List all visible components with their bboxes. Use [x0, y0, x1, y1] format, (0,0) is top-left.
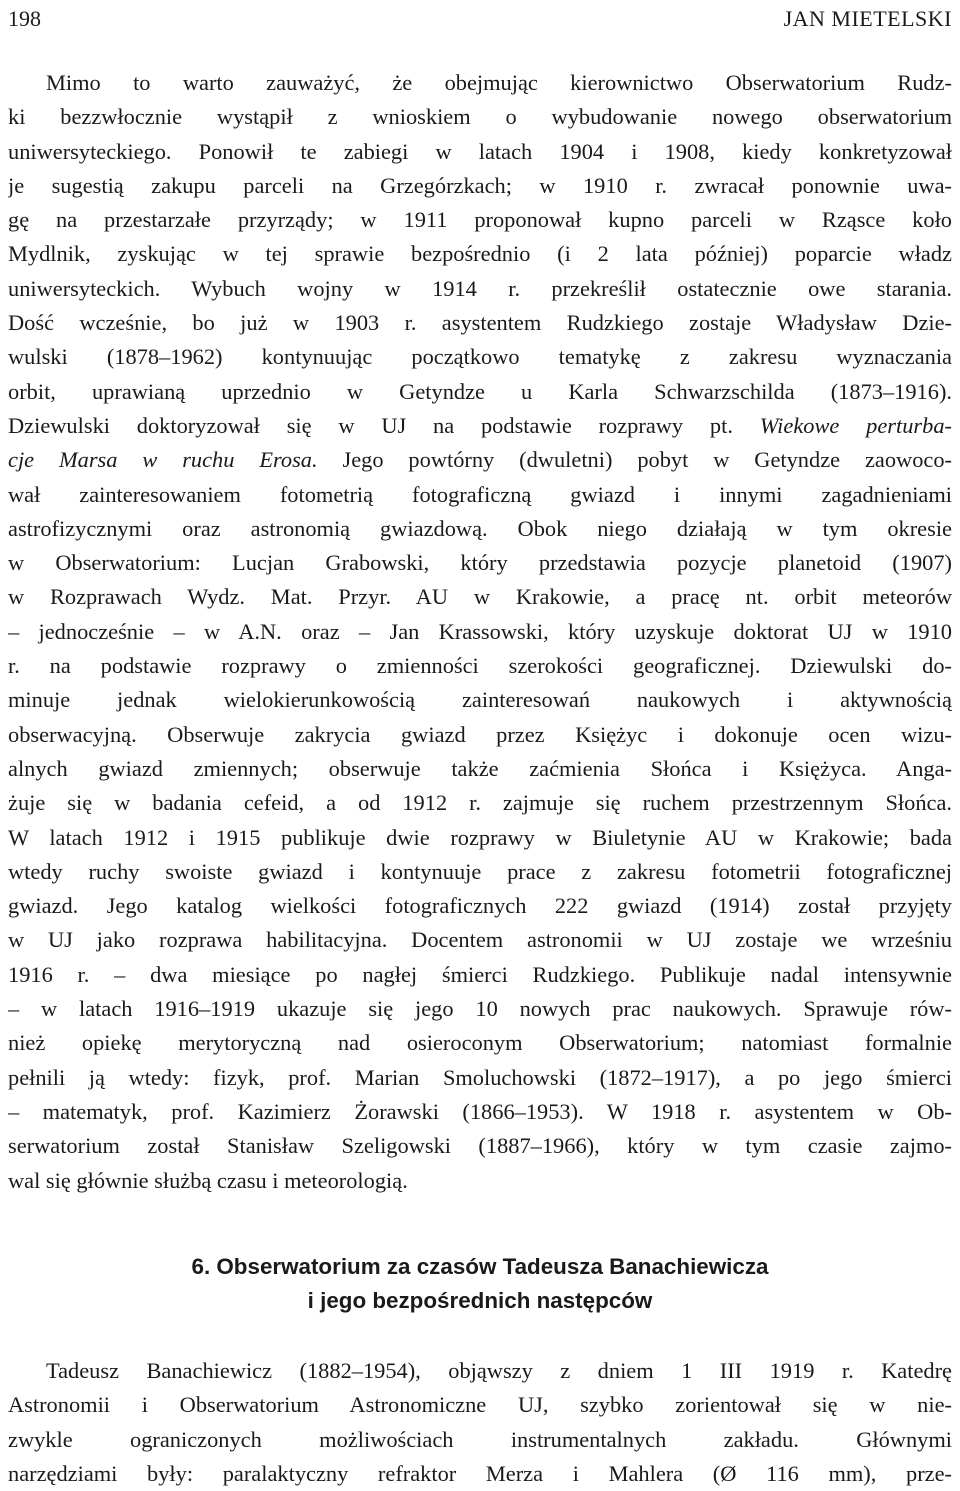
- text-line: minuje jednak wielokierunkowością zainteresowań naukowych i aktywnością: [8, 687, 952, 713]
- text-line: Tadeusz Banachiewicz (1882–1954), objąwszy z dniem 1 III 1919 r. Katedrę: [46, 1358, 952, 1383]
- text-line: wtedy ruchy swoiste gwiazd i kontynuuje prace z zakresu fotometrii fotograficznej: [8, 858, 952, 884]
- text-line: orbit, uprawianą uprzednio w Getyndze u Karla Schwarzschilda (1873–1916).: [8, 378, 952, 404]
- section-heading-line-1: 6. Obserwatorium za czasów Tadeusza Banachiewicza: [191, 1254, 769, 1279]
- text-line-with-title: [8, 409, 952, 443]
- text-line: astrofizycznymi oraz astronomią gwiazdową. Obok niego działają w tym okresie: [8, 515, 952, 541]
- page-header: [8, 4, 952, 34]
- text-line: nież opiekę merytoryczną nad osieroconym Obserwatorium; natomiast formalnie: [8, 1030, 952, 1056]
- text-line: gę na przestarzałe przyrządy; w 1911 proponował kupno parceli w Rząsce koło: [8, 207, 952, 233]
- text-line: – matematyk, prof. Kazimierz Żorawski (1866–1953). W 1918 r. asystentem w Ob-: [8, 1098, 952, 1124]
- text-line: wal się głównie służbą czasu i meteorologią.: [8, 1167, 408, 1193]
- book-title-italic: cje Marsa w ruchu Erosa.: [8, 447, 318, 473]
- text-line: serwatorium został Stanisław Szeligowski (1887–1966), który w tym czasie zajmo-: [8, 1133, 952, 1159]
- book-title-italic: Wiekowe perturba-: [759, 412, 952, 438]
- text-line: w Rozprawach Wydz. Mat. Przyr. AU w Krakowie, a pracę nt. orbit meteorów: [8, 584, 952, 610]
- text-line: wał zainteresowaniem fotometrią fotograficzną gwiazd i innymi zagadnieniami: [8, 481, 952, 507]
- text-line: pełnili ją wtedy: fizyk, prof. Marian Smoluchowski (1872–1917), a po jego śmierci: [8, 1064, 952, 1090]
- page-number: 198: [8, 6, 41, 31]
- text-line: wulski (1878–1962) kontynuując początkowo tematykę z zakresu wyznaczania: [8, 344, 952, 370]
- text-line: – w latach 1916–1919 ukazuje się jego 10 nowych prac naukowych. Sprawuje rów-: [8, 996, 952, 1022]
- text-line: narzędziami były: paralaktyczny refraktor Merza i Mahlera (Ø 116 mm), prze-: [8, 1460, 952, 1486]
- text-line: r. na podstawie rozprawy o zmienności szerokości geograficznej. Dziewulski do-: [8, 653, 952, 679]
- text-line: 1916 r. – dwa miesiące po nagłej śmierci Rudzkiego. Publikuje nadal intensywnie: [8, 961, 952, 987]
- section-heading-line-2: i jego bezpośrednich następców: [307, 1288, 653, 1313]
- text-segment: Jego powtórny (dwuletni) pobyt w Getyndze zaowoco-: [317, 447, 952, 473]
- text-line: Mydlnik, zyskując w tej sprawie bezpośrednio (i 2 lata później) poparcie władz: [8, 241, 952, 267]
- text-line: w UJ jako rozprawa habilitacyjna. Docentem astronomii w UJ zostaje we wrześniu: [8, 927, 952, 953]
- text-line: je sugestią zakupu parceli na Grzegórzkach; w 1910 r. zwracał ponownie uwa-: [8, 172, 952, 198]
- text-line: uniwersyteckiego. Ponowił te zabiegi w latach 1904 i 1908, kiedy konkretyzował: [8, 138, 952, 164]
- text-line: uniwersyteckich. Wybuch wojny w 1914 r. przekreślił ostatecznie owe starania.: [8, 275, 952, 301]
- text-line: alnych gwiazd zmiennych; obserwuje także zaćmienia Słońca i Księżyca. Anga-: [8, 755, 952, 781]
- text-line: zwykle ograniczonych możliwościach instrumentalnych zakładu. Głównymi: [8, 1426, 952, 1452]
- text-line: obserwacyjną. Obserwuje zakrycia gwiazd przez Księżyc i dokonuje ocen wizu-: [8, 721, 952, 747]
- text-line: W latach 1912 i 1915 publikuje dwie rozprawy w Biuletynie AU w Krakowie; bada: [8, 824, 952, 850]
- text-line: – jednocześnie – w A.N. oraz – Jan Krassowski, który uzyskuje doktorat UJ w 1910: [8, 618, 952, 644]
- text-line: gwiazd. Jego katalog wielkości fotograficznych 222 gwiazd (1914) został przyjęty: [8, 893, 952, 919]
- text-segment: Dziewulski doktoryzował się w UJ na podstawie rozprawy pt.: [8, 412, 733, 438]
- text-line: Astronomii i Obserwatorium Astronomiczne UJ, szybko zorientował się w nie-: [8, 1392, 952, 1418]
- text-line-with-title: [8, 443, 952, 477]
- paragraph-1: [8, 66, 952, 1198]
- section-heading: [8, 1250, 952, 1318]
- text-line: Dość wcześnie, bo już w 1903 r. asystentem Rudzkiego zostaje Władysław Dzie-: [8, 310, 952, 336]
- paragraph-2: [8, 1354, 952, 1491]
- running-head-author: JAN MIETELSKI: [783, 6, 952, 31]
- text-line: Mimo to warto zauważyć, że obejmując kierownictwo Obserwatorium Rudz-: [46, 70, 952, 95]
- text-line: w Obserwatorium: Lucjan Grabowski, który przedstawia pozycje planetoid (1907): [8, 550, 952, 576]
- text-line: ki bezzwłocznie wystąpił z wnioskiem o wybudowanie nowego obserwatorium: [8, 104, 952, 130]
- text-line: żuje się w badania cefeid, a od 1912 r. zajmuje się ruchem przestrzennym Słońca.: [8, 790, 952, 816]
